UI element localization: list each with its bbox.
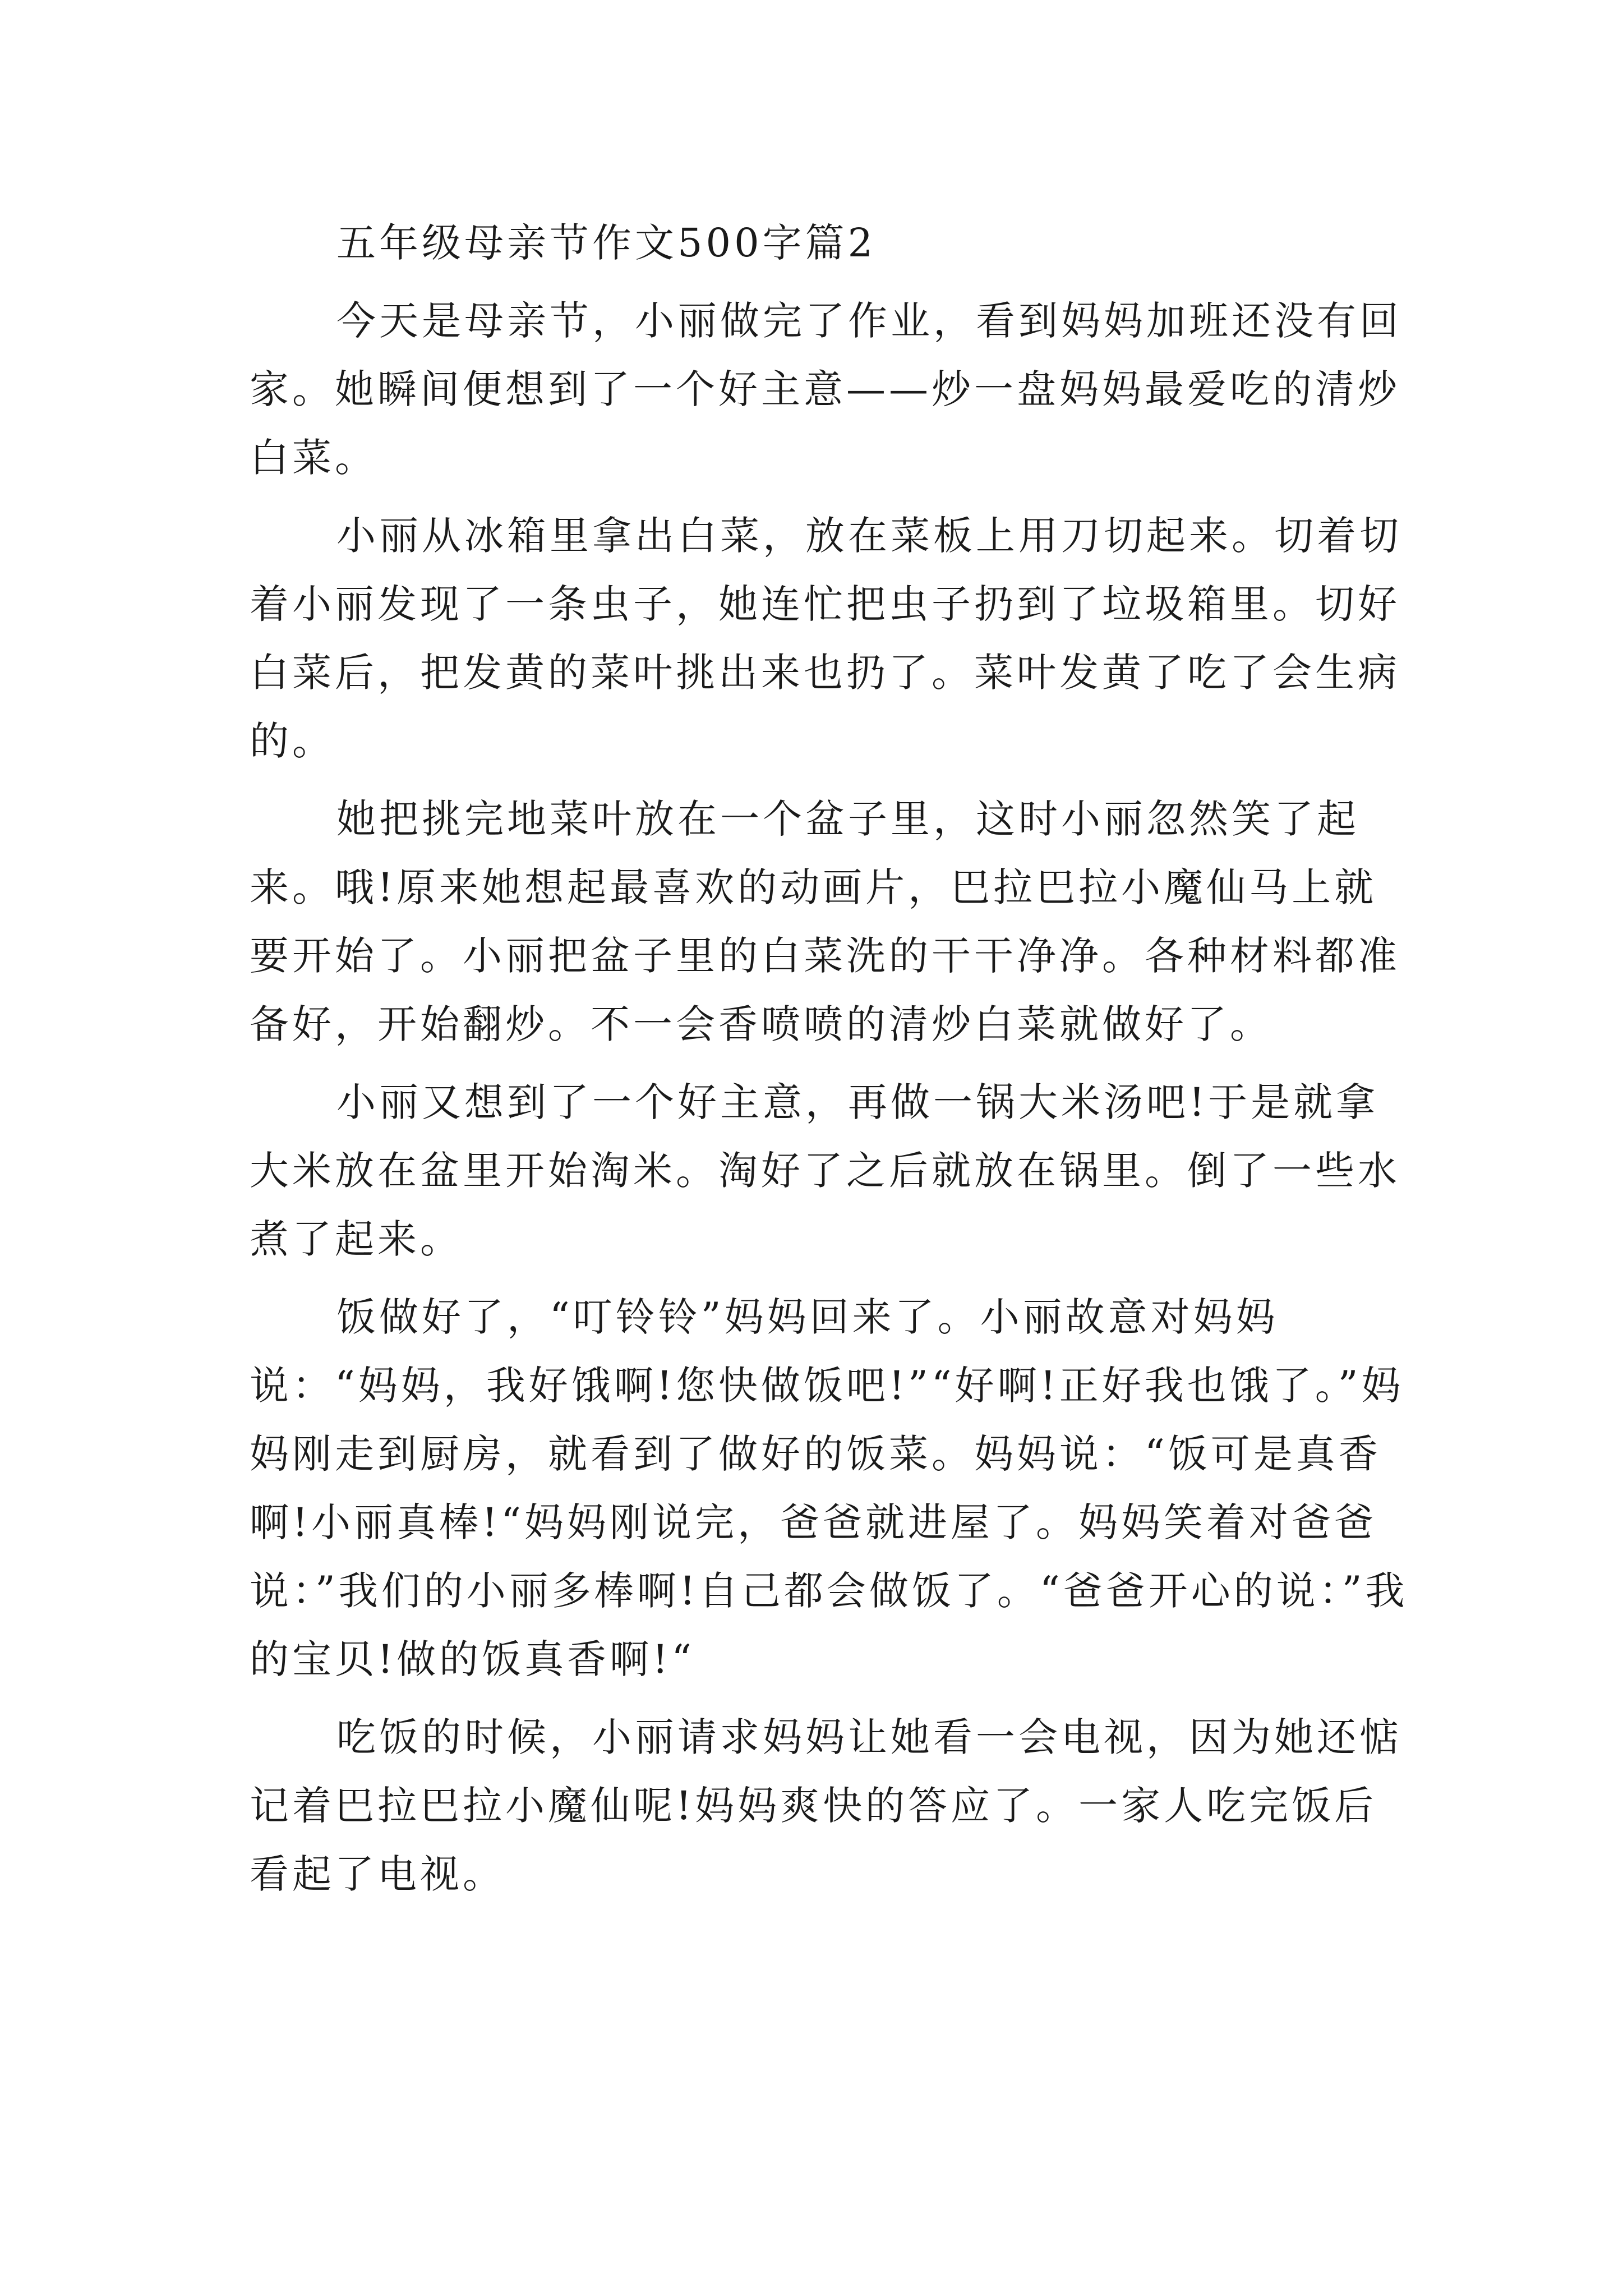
essay-title: 五年级母亲节作文500字篇2 [336, 220, 877, 266]
document-body [250, 209, 1416, 1918]
paragraph-1: 今天是母亲节，小丽做完了作业，看到妈妈加班还没有回家。她瞬间便想到了一个好主意——炒一盘妈妈最爱吃的清炒白菜。 [250, 298, 1402, 481]
paragraph-5: 饭做好了，“叮铃铃”妈妈回来了。小丽故意对妈妈说：“妈妈，我好饿啊!您快做饭吧!”“好啊!正好我也饿了。”妈妈刚走到厨房，就看到了做好的饭菜。妈妈说：“饭可是真香啊!小丽真棒!“妈妈刚说完，爸爸就进屋了。妈妈笑着对爸爸说：”我们的小丽多棒啊!自己都会做饭了。“爸爸开心的说：”我的宝贝!做的饭真香啊!“ [250, 1294, 1408, 1682]
paragraph-6: 吃饭的时候，小丽请求妈妈让她看一会电视，因为她还惦记着巴拉巴拉小魔仙呢!妈妈爽快的答应了。一家人吃完饭后看起了电视。 [250, 1714, 1402, 1897]
paragraph-4: 小丽又想到了一个好主意，再做一锅大米汤吧!于是就拿大米放在盆里开始淘米。淘好了之后就放在锅里。倒了一些水煮了起来。 [250, 1079, 1400, 1262]
paragraph-2: 小丽从冰箱里拿出白菜，放在菜板上用刀切起来。切着切着小丽发现了一条虫子，她连忙把虫子扔到了垃圾箱里。切好白菜后，把发黄的菜叶挑出来也扔了。菜叶发黄了吃了会生病的。 [250, 513, 1402, 764]
paragraph-3: 她把挑完地菜叶放在一个盆子里，这时小丽忽然笑了起来。哦!原来她想起最喜欢的动画片，巴拉巴拉小魔仙马上就要开始了。小丽把盆子里的白菜洗的干干净净。各种材料都准备好，开始翻炒。不一会香喷喷的清炒白菜就做好了。 [250, 796, 1400, 1047]
